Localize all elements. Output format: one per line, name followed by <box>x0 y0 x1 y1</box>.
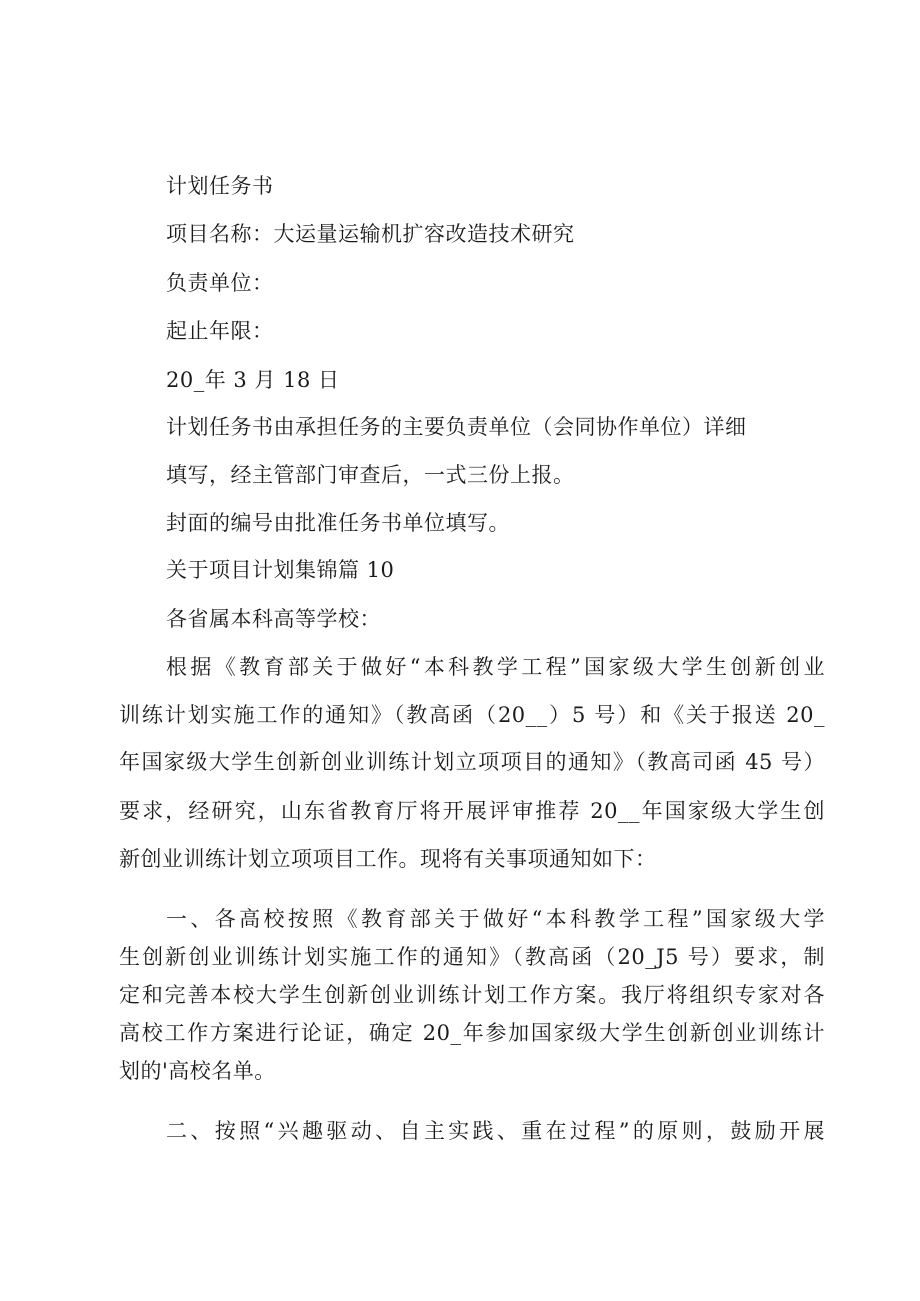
paragraph-line: 定和完善本校大学生创新创业训练计划工作方案。我厅将组织专家对各 <box>119 983 825 1007</box>
document-title: 计划任务书 <box>166 174 274 198</box>
paragraph-line: 新创业训练计划立项项目工作。现将有关事项通知如下： <box>119 847 657 871</box>
paragraph-line: 一、各高校按照《教育部关于做好“本科教学工程”国家级大学 <box>166 907 825 931</box>
paragraph-line: 划的'高校名单。 <box>119 1059 276 1083</box>
date: 20_年 3 月 18 日 <box>166 368 340 392</box>
paragraph-line: 高校工作方案进行论证，确定 20_年参加国家级大学生创新创业训练计 <box>119 1021 825 1045</box>
paragraph-line: 要求，经研究，山东省教育厅将开展评审推荐 20__年国家级大学生创 <box>119 799 825 823</box>
paragraph-line: 生创新创业训练计划实施工作的通知》（教高函（20_J5 号）要求，制 <box>119 945 825 969</box>
instruction-line: 计划任务书由承担任务的主要负责单位（会同协作单位）详细 <box>166 415 747 439</box>
project-name: 项目名称：大运量运输机扩容改造技术研究 <box>166 222 575 246</box>
paragraph-line: 二、按照“兴趣驱动、自主实践、重在过程”的原则，鼓励开展 <box>166 1119 825 1143</box>
responsible-unit: 负责单位： <box>166 271 274 295</box>
instruction-line: 封面的编号由批准任务书单位填写。 <box>166 511 510 535</box>
paragraph-line: 根据《教育部关于做好“本科教学工程”国家级大学生创新创业 <box>166 655 825 679</box>
addressee: 各省属本科高等学校： <box>166 607 381 631</box>
paragraph-line: 年国家级大学生创新创业训练计划立项项目的通知》（教高司函 45 号） <box>119 750 825 774</box>
instruction-line: 填写，经主管部门审查后，一式三份上报。 <box>166 463 575 487</box>
paragraph-line: 训练计划实施工作的通知》（教高函（20__）5 号）和《关于报送 20_ <box>119 703 825 727</box>
period: 起止年限： <box>166 319 274 343</box>
section-heading: 关于项目计划集锦篇 10 <box>166 558 395 582</box>
